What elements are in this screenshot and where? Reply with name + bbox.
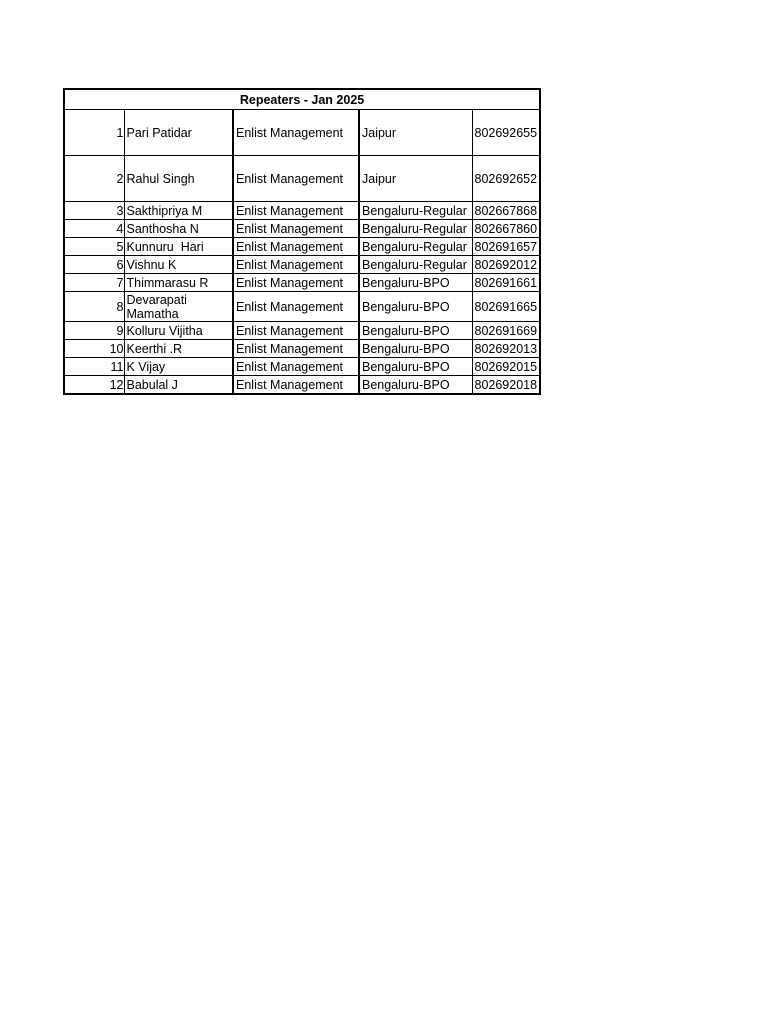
- table-row: [64, 322, 540, 340]
- row-number: 3: [64, 202, 124, 220]
- row-department: Enlist Management: [233, 110, 359, 156]
- row-location: Jaipur: [359, 156, 472, 202]
- row-department: Enlist Management: [233, 340, 359, 358]
- row-code: 802667868: [472, 202, 540, 220]
- row-department: Enlist Management: [233, 256, 359, 274]
- row-number: 1: [64, 110, 124, 156]
- row-code: 802692652: [472, 156, 540, 202]
- row-name: K Vijay: [124, 358, 233, 376]
- row-name: Pari Patidar: [124, 110, 233, 156]
- row-location: Bengaluru-Regular: [359, 202, 472, 220]
- row-number: 2: [64, 156, 124, 202]
- row-department: Enlist Management: [233, 238, 359, 256]
- table-row: [64, 156, 540, 202]
- row-name: Babulal J: [124, 376, 233, 395]
- row-name: Keerthi .R: [124, 340, 233, 358]
- row-department: Enlist Management: [233, 156, 359, 202]
- row-number: 6: [64, 256, 124, 274]
- table-row: [64, 202, 540, 220]
- row-location: Bengaluru-Regular: [359, 256, 472, 274]
- repeaters-table: [63, 88, 541, 395]
- row-number: 4: [64, 220, 124, 238]
- row-code: 802667860: [472, 220, 540, 238]
- table-row: [64, 340, 540, 358]
- row-code: 802691661: [472, 274, 540, 292]
- row-name: Thimmarasu R: [124, 274, 233, 292]
- table-row: [64, 238, 540, 256]
- row-location: Bengaluru-BPO: [359, 292, 472, 322]
- row-department: Enlist Management: [233, 220, 359, 238]
- row-name: Kolluru Vijitha: [124, 322, 233, 340]
- table-row: [64, 292, 540, 322]
- row-code: 802692018: [472, 376, 540, 395]
- row-location: Bengaluru-Regular: [359, 220, 472, 238]
- table-row: [64, 110, 540, 156]
- row-location: Jaipur: [359, 110, 472, 156]
- row-name: Devarapati Mamatha: [124, 292, 233, 322]
- table-row: [64, 256, 540, 274]
- row-number: 7: [64, 274, 124, 292]
- row-name: Sakthipriya M: [124, 202, 233, 220]
- row-code: 802691657: [472, 238, 540, 256]
- row-code: 802691665: [472, 292, 540, 322]
- row-number: 8: [64, 292, 124, 322]
- row-location: Bengaluru-Regular: [359, 238, 472, 256]
- row-code: 802692013: [472, 340, 540, 358]
- row-department: Enlist Management: [233, 202, 359, 220]
- row-code: 802692012: [472, 256, 540, 274]
- row-location: Bengaluru-BPO: [359, 358, 472, 376]
- row-number: 11: [64, 358, 124, 376]
- table-row: [64, 358, 540, 376]
- row-department: Enlist Management: [233, 274, 359, 292]
- row-location: Bengaluru-BPO: [359, 376, 472, 395]
- row-code: 802691669: [472, 322, 540, 340]
- row-department: Enlist Management: [233, 322, 359, 340]
- row-department: Enlist Management: [233, 358, 359, 376]
- row-location: Bengaluru-BPO: [359, 322, 472, 340]
- row-name: Santhosha N: [124, 220, 233, 238]
- row-number: 12: [64, 376, 124, 395]
- row-number: 9: [64, 322, 124, 340]
- row-name: Vishnu K: [124, 256, 233, 274]
- row-location: Bengaluru-BPO: [359, 340, 472, 358]
- table-row: [64, 376, 540, 395]
- row-department: Enlist Management: [233, 292, 359, 322]
- row-number: 5: [64, 238, 124, 256]
- row-location: Bengaluru-BPO: [359, 274, 472, 292]
- row-number: 10: [64, 340, 124, 358]
- row-name: Kunnuru Hari: [124, 238, 233, 256]
- table-row: [64, 220, 540, 238]
- row-code: 802692655: [472, 110, 540, 156]
- table-row: [64, 274, 540, 292]
- row-name: Rahul Singh: [124, 156, 233, 202]
- row-department: Enlist Management: [233, 376, 359, 395]
- row-code: 802692015: [472, 358, 540, 376]
- table-title: Repeaters - Jan 2025: [64, 89, 540, 110]
